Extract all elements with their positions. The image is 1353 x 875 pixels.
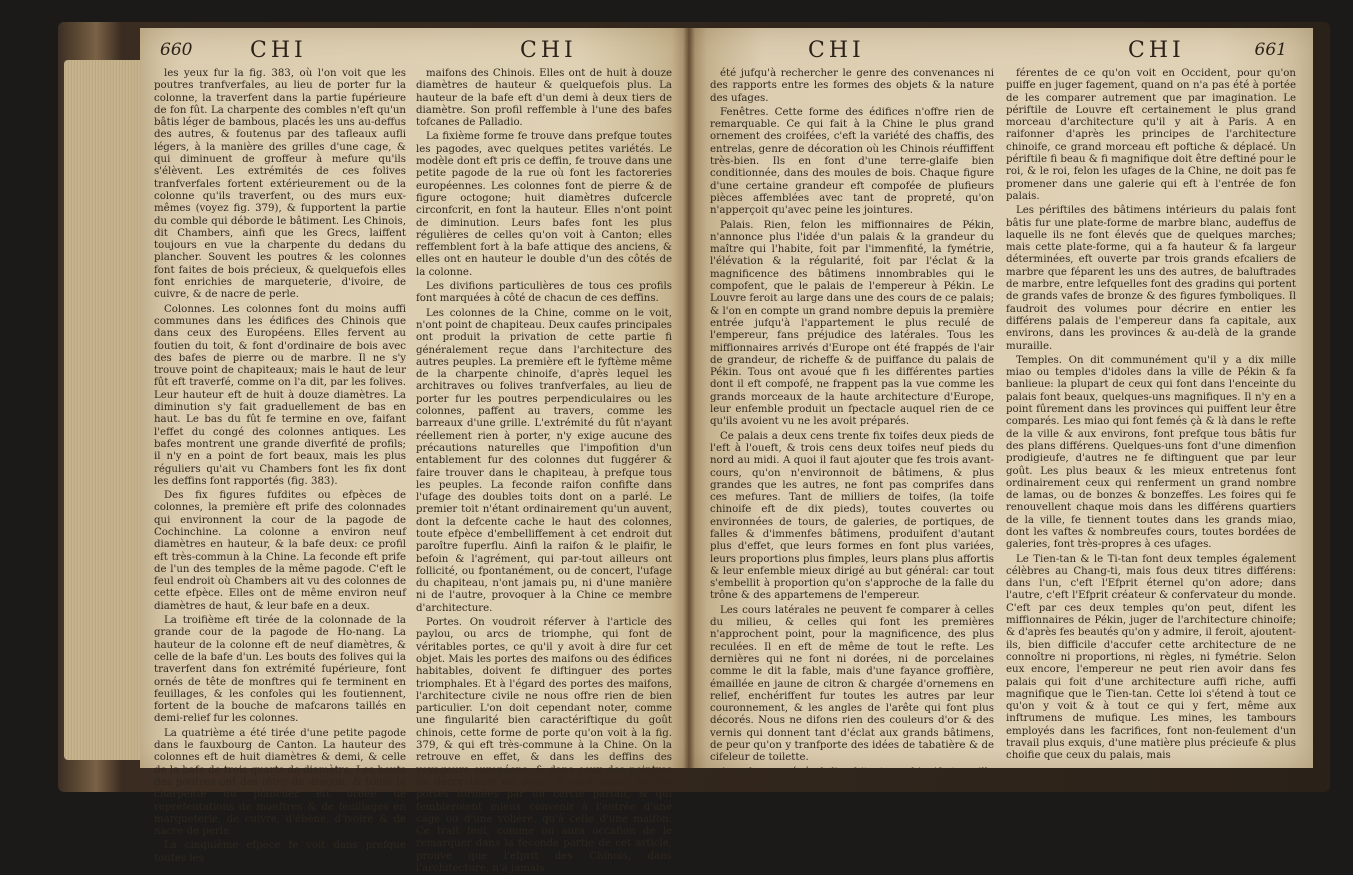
right-page-header	[688, 34, 1313, 68]
book-gutter	[683, 28, 695, 768]
right-column-1	[710, 68, 994, 790]
paragraph: maifons des Chinois. Elles ont de huit à douze diamètres de hauteur & quelquefois plus. La hauteur de la bafe eft d'un demi à deux tiers de diamètre. Son profil reffemble à l'une des bafes tofcanes de Palladio.	[416, 68, 672, 129]
paragraph: La cinquième efpèce fe voit dans prefque toutes les	[154, 840, 406, 864]
paragraph: Les divifions particulières de tous ces profils font marquées à côté de chacun de ces deffins.	[416, 281, 672, 305]
right-page	[688, 28, 1313, 790]
paragraph: Colonnes. Les colonnes font du moins auffi communes dans les édifices des Chinois que dans ceux des Européens. Elles fervent au foutien du toit, & font d'ordinaire de bois avec des bafes de pierre ou de marbre. Il ne s'y trouve point de chapiteaux; mais le haut de leur fût eft traverfé, comme on l'a dit, par les folives. Leur hauteur eft de huit à douze diamètres. La diminution s'y fait graduellement de bas en haut. Le bas du fût fe termine en ove, faifant l'effet du congé des colonnes antiques. Les bafes montrent une grande diverfité de profils; il n'y en a point de fort beaux, mais les plus réguliers qu'ait vu Chambers font les fix dont les deffins font rapportés (fig. 383).	[154, 303, 406, 487]
paragraph: La fixième forme fe trouve dans prefque toutes les pagodes, avec quelques petites variétés. Le modèle dont eft pris ce deffin, fe trouve dans une petite pagode de la rue où font les factoreries européennes. Les colonnes font de pierre & de figure octogone; huit diamètres dufcercle circonfcrit, en font la hauteur. Elles n'ont point de diminution. Leurs bafes font les plus régulières de celles qu'on voit à Canton; elles reffemblent fort à la bafe attique des anciens, & elles ont en hauteur le double d'un des côtés de la colonne.	[416, 131, 672, 278]
paragraph: La quatrième a été tirée d'une petite pagode dans le fauxbourg de Canton. La hauteur des colonnes eft de huit diamètres & demi, & celle de la bafe de trois quarts de diamètre. Les bouts des poutres ont des têtes de dragon, & toute la charpente du plancher eft ornée de repréfentations de monftres & de feuillages en marqueterie, de cuivre, d'ébène, d'ivoire & de nacre de perle.	[154, 727, 406, 838]
paragraph: La troifième eft tirée de la colonnade de la grande cour de la pagode de Ho-nang. La hauteur de la colonne eft de neuf diamètres, & celle de la bafe d'un. Les bouts des folives qui la traverfent dans fon extrémité fupérieure, font ornés de tête de monftres qui fe terminent en feuillages, & les confoles qui les foutiennent, fortent de la bouche de mafcarons taillés en demi-relief fur les colonnes.	[154, 615, 406, 725]
paragraph: Le Tien-tan & le Ti-tan font deux temples également célèbres au Chang-ti, mais fous deux titres différens: dans l'un, c'eft l'Efprit éternel qu'on adore; dans l'autre, c'eft l'Efprit créateur & confervateur du monde. C'eft par ces deux temples qu'on peut, difent les miffionnaires de Pékin, juger de l'architecture chinoife; & d'après fes beautés qu'on y admire, il feroit, ajoutent-ils, bien difficile d'accufer cette architecture de ne connoître ni proportions, ni règles, ni fymétrie. Selon eux encore, l'empereur ne peut rien avoir dans fes palais qui foit d'une architecture auffi riche, auffi magnifique que le Tien-tan. Cette loi s'étend à tout ce qu'on y voit & à tout ce qui y fert, même aux inftrumens de mufique. Les mines, les tambours employés dans les facrifices, font non-feulement d'un travail plus exquis, d'une matière plus précieufe & plus choifie que ceux du palais, mais	[1006, 553, 1296, 762]
right-running-head-1: CHI	[808, 38, 865, 63]
left-page	[140, 28, 688, 874]
paragraph: Ce palais a deux cens trente fix toifes deux pieds de l'eft à l'oueft, & trois cens deux toifes neuf pieds du nord au midi. A quoi il faut ajouter que fes trois avant-cours, qu'on n'environnoit de bâtimens, & plus grandes que les autres, ne font pas comprifes dans ces mefures. Tant de milliers de toifes, (la toife chinoife eft de dix pieds), toutes couvertes ou environnées de tours, de galeries, de portiques, de falles & d'immenfes bâtimens, produifent d'autant plus d'effet, que leurs formes en font plus variées, leurs proportions plus fimples, leurs plans plus affortis & leur enfemble mieux dirigé au but général: car tout s'embellit à proportion qu'on s'approche de la falle du trône & des appartemens de l'empereur.	[710, 430, 994, 602]
left-column-1	[154, 68, 406, 864]
left-page-header	[140, 34, 688, 68]
paragraph: Les périftiles des bâtimens intérieurs du palais font bâtis fur une plate-forme de marbre blanc, audeffus de laquelle ils ne font élevés que de quelques marches; mais cette plate-forme, qui a fa hauteur & fa largeur déterminées, eft ouverte par trois grands efcaliers de marbre que féparent les uns des autres, de baluftrades de marbre, entre lefquelles font des gradins qui portent de grands vafes de bronze & des figures fymboliques. Il faudroit des volumes pour décrire en entier les différens palais de l'empereur dans fa capitale, aux environs, dans les provinces & au-delà de la grande muraille.	[1006, 205, 1296, 352]
right-page-number: 661	[1254, 40, 1287, 60]
right-column-2	[1006, 68, 1296, 762]
paragraph: Les colonnes de la Chine, comme on le voit, n'ont point de chapiteau. Deux caufes principales ont produit la privation de cette partie fi généralement reçue dans l'architecture des autres peuples. La première eft le fyftème même de la charpente chinoife, d'après lequel les architraves ou folives tranfverfales, au lieu de porter fur les poutres perpendiculaires ou les colonnes, paffent au travers, comme les barreaux d'une grille. L'extrémité du fût n'ayant réellement rien à porter, n'y exige aucune des précautions naturelles que l'impofition d'un entablement fur des colonnes dut fuggérer & faire trouver dans le chapiteau, à prefque tous les peuples. La feconde raifon confifte dans l'ufage des doubles toits dont on a parlé. Le premier toit n'étant ordinairement qu'un auvent, dont la defcente cache le haut des colonnes, toute efpèce d'embelliffement à cet endroit dut paroître fuperflu. Ainfi la raifon & le plaifir, le befoin & l'agrément, qui par-tout ailleurs ont follicité, ou fpontanément, ou de concert, l'ufage du chapiteau, n'ont jamais pu, ni d'une manière ni de l'autre, provoquer à la Chine ce membre d'architecture.	[416, 307, 672, 614]
paragraph: Fenêtres. Cette forme des édifices n'offre rien de remarquable. Ce qui fait à la Chine le plus grand ornement des croifées, c'eft la variété des chaffis, des entrelas, genre de décoration où les Chinois réuffiffent très-bien. Ils en font d'une terre-glaife bien conditionnée, dans des moules de bois. Chaque figure d'une certaine grandeur eft compofée de plufieurs pièces affemblées avec tant de propreté, qu'on n'apperçoit qu'avec peine les jointures.	[710, 106, 994, 217]
left-column-2	[416, 68, 672, 874]
paragraph: férentes de ce qu'on voit en Occident, pour qu'on puiffe en juger fagement, quand on n'a pas été à portée de les comparer autrement que par imagination. Le périftile de Louvre eft certainement le plus grand morceau d'architecture qu'il y ait à Paris. A en raifonner d'après les principes de l'architecture chinoife, ce grand morceau eft poftiche & déplacé. Un périftile fi beau & fi magnifique doit être deftiné pour le roi, & le roi, felon les ufages de la Chine, ne doit pas fe promener dans une galerie qui eft à l'entrée de fon palais.	[1006, 68, 1296, 202]
paragraph: été jufqu'à rechercher le genre des convenances ni des rapports entre les formes des objets & la nature des ufages.	[710, 68, 994, 104]
paragraph: A parler en général, l'architecture chinoife travaille fur des plans & fur des penfées trop dif-	[710, 766, 994, 790]
paragraph: Des fix figures fufdites ou efpèces de colonnes, la première eft prife des colonnades qui environnent la cour de la pagode de Cochinchine. La colonne a environ neuf diamètres en hauteur, & la bafe deux: ce profil eft très-commun à la Chine. La feconde eft prife de l'un des temples de la même pagode. C'eft le feul endroit où Chambers ait vu des colonnes de cette efpèce. Elles ont de même environ neuf diamètres de haut, & leur bafe en a deux.	[154, 490, 406, 612]
page-edges	[64, 60, 142, 760]
left-running-head-1: CHI	[250, 38, 307, 63]
paragraph: Palais. Rien, felon les miffionnaires de Pékin, n'annonce plus l'idée d'un palais & la grandeur du maître qui l'habite, foit par l'immenfité, la fymétrie, l'élévation & la régularité, foit par l'éclat & la magnificence des bâtimens innombrables qui le compofent, que le palais de l'empereur à Pékin. Le Louvre feroit au large dans une des cours de ce palais; & l'on en compte un grand nombre depuis la première entrée jufqu'à l'appartement le plus reculé de l'empereur, fans préjudice des latérales. Tous les miffionnaires arrivés d'Europe ont été frappés de l'air de grandeur, de richeffe & de puiffance du palais de Pékin. Tous ont avoué que fi les différentes parties dont il eft compofé, ne frappent pas la vue comme les grands morceaux de la haute architecture d'Europe, leur enfemble produit un fpectacle auquel rien de ce qu'ils avoient vu ne les avoit préparés.	[710, 219, 994, 428]
left-page-number: 660	[160, 40, 193, 60]
paragraph: Temples. On dit communément qu'il y a dix mille miao ou temples d'idoles dans la ville de Pékin & fa banlieue: la plupart de ceux qui font dans l'enceinte du palais font beaux, quelques-uns magnifiques. Il n'y en a point fûrement dans les provinces qui puiffent leur être comparés. Les miao qui font femés çà & là dans le refte de la ville & aux environs, font prefque tous bâtis fur des plans différens. Quelques-uns font d'une dimenfion prodigieufe, d'autres ne fe diftinguent que par leur goût. Les plus beaux & les mieux entretenus font ordinairement ceux qui renferment un grand nombre de lamas, ou de bonzes & bonzeffes. Les foires qui fe renouvellent chaque mois dans les différens quartiers de la ville, fe tiennent toutes dans les grands miao, dont les vaftes & nombreufes cours, toutes bordées de galeries, font très-propres à ces ufages.	[1006, 354, 1296, 551]
right-running-head-2: CHI	[1128, 38, 1185, 63]
paragraph: Portes. On voudroit réferver à l'article des paylou, ou arcs de triomphe, qui font de véritables portes, ce qu'il y avoit à dire fur cet objet. Mais les portes des maifons ou des édifices habitables, doivent fe diftinguer des portes triomphales. Et à l'égard des portes des maifons, l'architecture civile ne nous offre rien de bien particulier. L'on doit cependant noter, comme une fingularité bien caractériftique du goût chinois, cette forme de porte qu'on voit à la fig. 379, & qui eft très-commune à la Chine. On la retrouve en effet, & dans les deffins des voyageurs européens, & dans ceux des peintres ou décorateurs du pays. Je veux parler de ces portes formées par un cercle parfait, & qui fembleroient mieux convenir à l'entrée d'une cage ou d'une volière, qu'à celle d'une maifon. Ce trait feul, comme on aura occafion de le remarquer dans la feconde partie de cet article, prouve que l'efprit des Chinois, dans l'architecture, n'a jamais	[416, 617, 672, 874]
paragraph: les yeux fur la fig. 383, où l'on voit que les poutres tranfverfales, au lieu de porter fur la colonne, la traverfent dans la partie fupérieure de fon fût. La charpente des combles n'eft qu'un bâtis léger de bambous, placés les uns au-deffus des autres, & foutenus par des tafleaux aufli légers, à la manière des grilles d'une cage, & qui diminuent de groffeur à mefure qu'ils s'élèvent. Les extrémités de ces folives tranfverfales fortent extérieurement ou de la colonne qu'ils traverfent, ou des murs eux-mêmes (voyez fig. 379), & fupportent la partie du comble qui déborde le bâtiment. Les Chinois, dit Chambers, ainfi que les Grecs, laiffent toujours en vue la charpente du dedans du plancher. Souvent les poutres & les colonnes font faites de bois précieux, & quelquefois elles font enrichies de marqueterie, d'ivoire, de cuivre, & de nacre de perle.	[154, 68, 406, 301]
left-running-head-2: CHI	[520, 38, 577, 63]
paragraph: Les cours latérales ne peuvent fe comparer à celles du milieu, & celles qui font les premières n'approchent point, pour la magnificence, des plus reculées. Il en eft de même de tout le refte. Les dernières qui ne font ni dorées, ni de porcelaines comme le dit la fable, mais d'une fayance groffière, émaillée en jaune de citron & chargée d'ornemens en relief, enchériffent fur toutes les autres par leur couronnement, & les angles de l'arête qui font plus décorés. Nous ne difons rien des couleurs d'or & des vernis qui donnent tant d'éclat aux grands bâtimens, de peur qu'on y tranfporte des idées de tabatière & de cifeleur de toilette.	[710, 604, 994, 764]
